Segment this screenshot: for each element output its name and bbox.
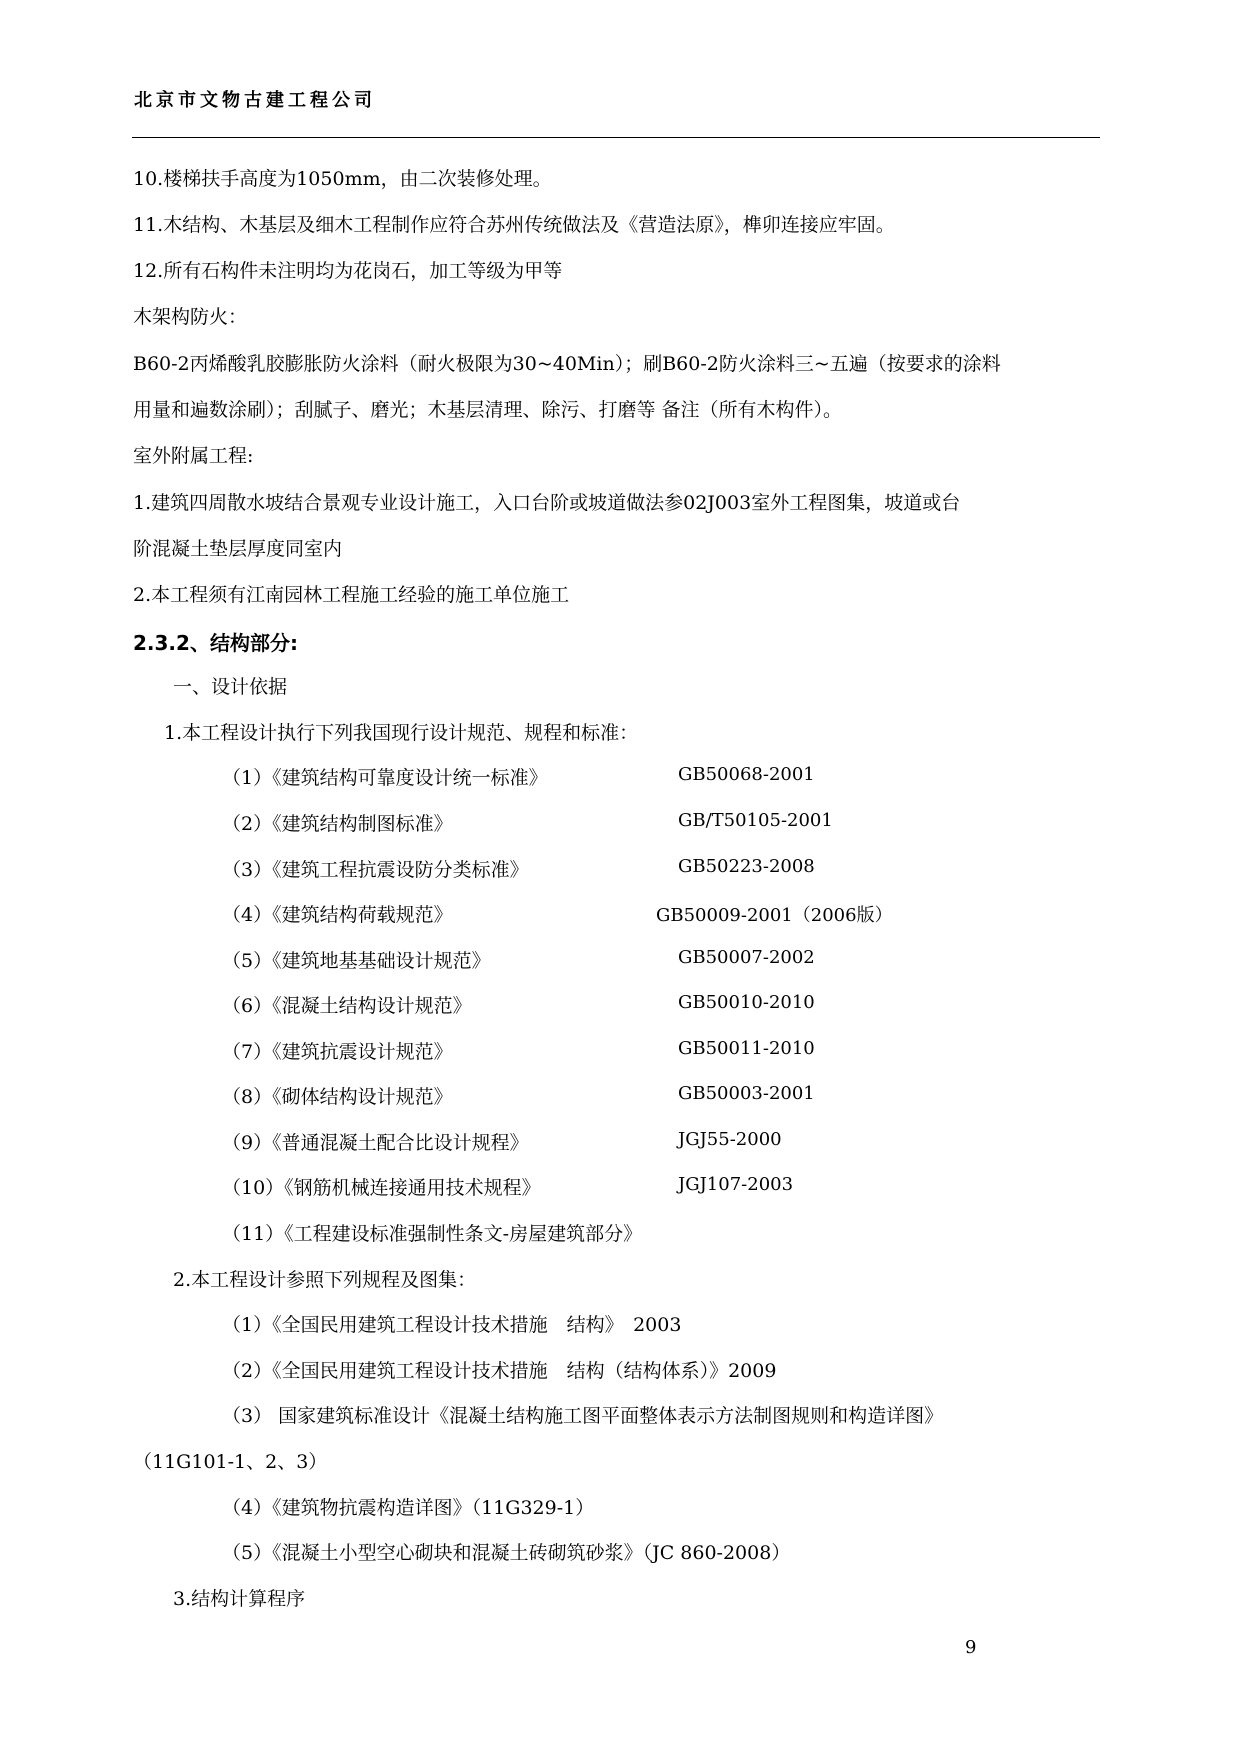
fire-text-line1: B60-2丙烯酸乳胶膨胀防火涂料（耐火极限为30~40Min）；刷B60-2防火涂料三~五遍（按要求的涂料 xyxy=(133,353,1001,375)
outdoor-item2: 2.本工程须有江南园林工程施工经验的施工单位施工 xyxy=(133,584,570,606)
standard-code: GB50007-2002 xyxy=(678,947,815,968)
reference-2: （2）《全国民用建筑工程设计技术措施 结构（结构体系）》2009 xyxy=(222,1360,777,1382)
section-title: 2.3.2、结构部分: xyxy=(133,631,298,655)
paragraph-12: 12.所有石构件未注明均为花岗石，加工等级为甲等 xyxy=(133,260,563,282)
standard-code: JGJ107-2003 xyxy=(678,1174,794,1195)
reference-5: （5）《混凝土小型空心砌块和混凝土砖砌筑砂浆》（JC 860-2008） xyxy=(222,1542,791,1564)
paragraph-10: 10.楼梯扶手高度为1050mm，由二次装修处理。 xyxy=(133,168,552,190)
standard-name: （3）《建筑工程抗震设防分类标准》 xyxy=(222,859,529,881)
standard-name: （6）《混凝土结构设计规范》 xyxy=(222,995,472,1017)
standard-code: GB50011-2010 xyxy=(678,1038,815,1059)
standard-name: （10）《钢筋机械连接通用技术规程》 xyxy=(222,1177,541,1199)
basis-item3: 3.结构计算程序 xyxy=(173,1588,306,1610)
standard-code: JGJ55-2000 xyxy=(678,1129,782,1150)
reference-1: （1）《全国民用建筑工程设计技术措施 结构》 2003 xyxy=(222,1314,682,1336)
reference-3-line2: （11G101-1、2、3） xyxy=(133,1451,328,1473)
standard-code: GB50068-2001 xyxy=(678,764,815,785)
standard-code: GB50003-2001 xyxy=(678,1083,815,1104)
basis-item2: 2.本工程设计参照下列规程及图集： xyxy=(173,1269,477,1291)
outdoor-heading: 室外附属工程: xyxy=(133,445,254,467)
fire-heading: 木架构防火： xyxy=(133,306,248,328)
standard-name: （9）《普通混凝土配合比设计规程》 xyxy=(222,1132,529,1154)
standard-name: （7）《建筑抗震设计规范》 xyxy=(222,1041,453,1063)
header-company: 北京市文物古建工程公司 xyxy=(134,90,376,111)
standard-name: （1）《建筑结构可靠度设计统一标准》 xyxy=(222,767,548,789)
page-number: 9 xyxy=(965,1637,977,1658)
standard-code: GB50223-2008 xyxy=(678,856,815,877)
basis-item1: 1.本工程设计执行下列我国现行设计规范、规程和标准： xyxy=(164,722,639,744)
standard-code: GB50010-2010 xyxy=(678,992,815,1013)
outdoor-item1-line1: 1.建筑四周散水坡结合景观专业设计施工，入口台阶或坡道做法参02J003室外工程图集，坡道或台 xyxy=(133,492,961,514)
fire-text-line2: 用量和遍数涂刷）；刮腻子、磨光；木基层清理、除污、打磨等 备注（所有木构件）。 xyxy=(133,399,843,421)
standard-name: （8）《砌体结构设计规范》 xyxy=(222,1086,453,1108)
standard-name: （5）《建筑地基基础设计规范》 xyxy=(222,950,491,972)
header-divider xyxy=(132,137,1100,138)
outdoor-item1-line2: 阶混凝土垫层厚度同室内 xyxy=(133,538,343,560)
standard-name: （11）《工程建设标准强制性条文-房屋建筑部分》 xyxy=(222,1223,643,1245)
standard-code: GB/T50105-2001 xyxy=(678,810,833,831)
reference-4: （4）《建筑物抗震构造详图》（11G329-1） xyxy=(222,1497,595,1519)
standard-name: （2）《建筑结构制图标准》 xyxy=(222,813,453,835)
paragraph-11: 11.木结构、木基层及细木工程制作应符合苏州传统做法及《营造法原》，榫卯连接应牢固。 xyxy=(133,214,895,236)
standard-name: （4）《建筑结构荷载规范》 xyxy=(222,904,453,926)
standard-code: GB50009-2001（2006版） xyxy=(656,905,893,926)
reference-3-line1: （3） 国家建筑标准设计《混凝土结构施工图平面整体表示方法制图规则和构造详图》 xyxy=(222,1405,944,1427)
design-basis-heading: 一、设计依据 xyxy=(173,676,288,698)
